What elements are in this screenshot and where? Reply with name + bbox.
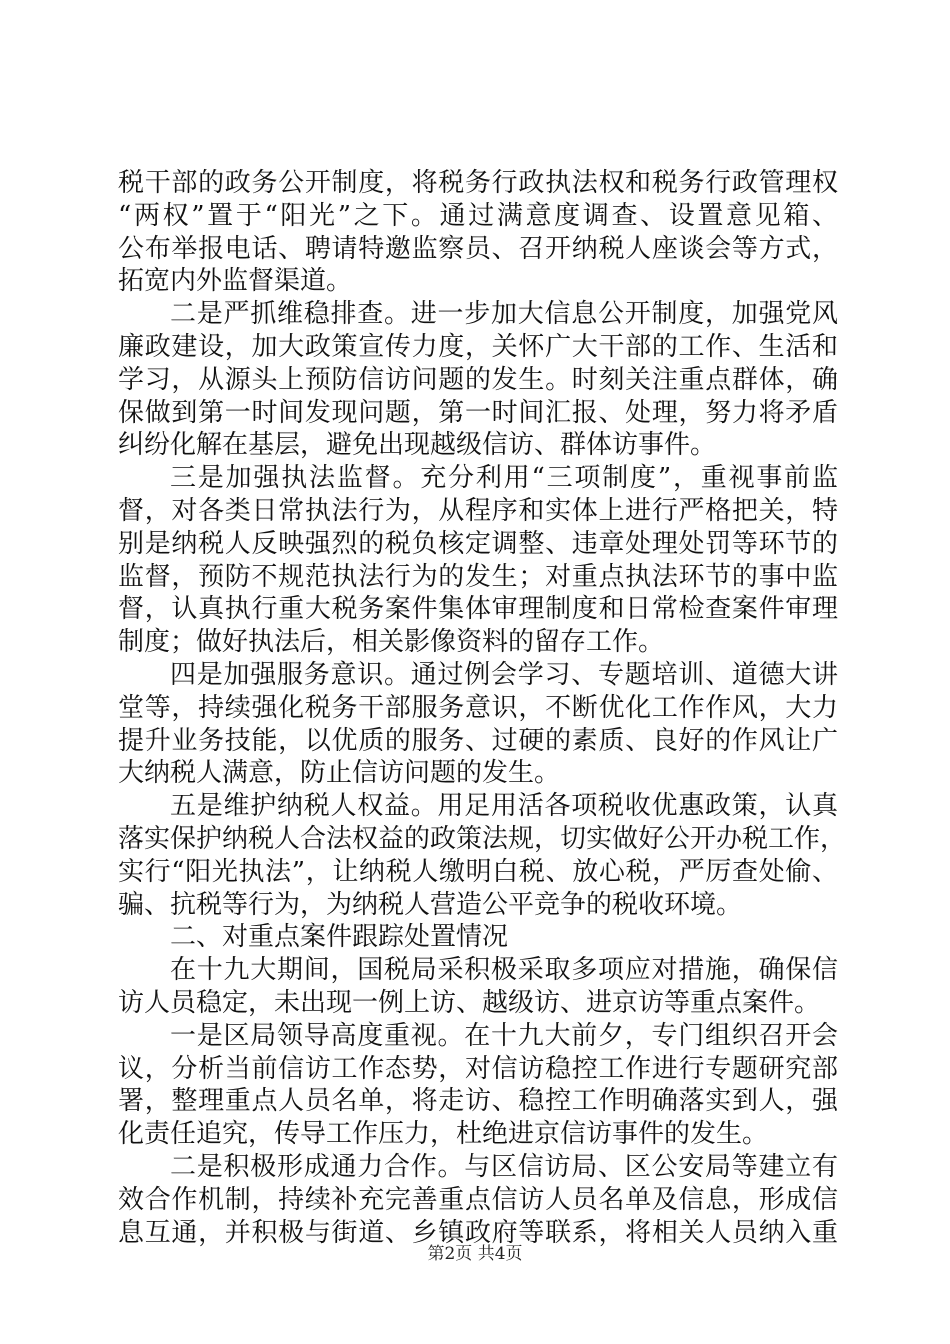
text-line: 学习，从源头上预防信访问题的发生。时刻关注重点群体，确 xyxy=(118,364,838,395)
text-line: 息互通，并积极与街道、乡镇政府等联系，将相关人员纳入重 xyxy=(118,1217,838,1248)
text-line: 在十九大期间，国税局采积极采取多项应对措施，确保信 xyxy=(170,955,838,986)
text-line: 议，分析当前信访工作态势，对信访稳控工作进行专题研究部 xyxy=(118,1053,838,1084)
section-heading: 二、对重点案件跟踪处置情况 xyxy=(170,922,509,953)
text-line: 堂等，持续强化税务干部服务意识，不断优化工作作风，大力 xyxy=(118,692,838,723)
text-line: 骗、抗税等行为，为纳税人营造公平竞争的税收环境。 xyxy=(118,889,743,920)
text-line: 公布举报电话、聘请特邀监察员、召开纳税人座谈会等方式， xyxy=(118,233,838,264)
text-line: 三是加强执法监督。充分利用“三项制度”，重视事前监 xyxy=(170,463,838,494)
text-line: 制度；做好执法后，相关影像资料的留存工作。 xyxy=(118,627,665,658)
text-line: 纠纷化解在基层，避免出现越级信访、群体访事件。 xyxy=(118,430,717,461)
text-line: 效合作机制，持续补充完善重点信访人员名单及信息，形成信 xyxy=(118,1184,838,1215)
text-line: 别是纳税人反映强烈的税负核定调整、违章处理处罚等环节的 xyxy=(118,528,838,559)
document-body xyxy=(118,167,847,1249)
text-line: 保做到第一时间发现问题，第一时间汇报、处理，努力将矛盾 xyxy=(118,397,838,428)
text-line: 监督，预防不规范执法行为的发生；对重点执法环节的事中监 xyxy=(118,561,838,592)
text-line: 二是积极形成通力合作。与区信访局、区公安局等建立有 xyxy=(170,1151,838,1182)
text-line: 督，对各类日常执法行为，从程序和实体上进行严格把关，特 xyxy=(118,495,838,526)
text-line: 督，认真执行重大税务案件集体审理制度和日常检查案件审理 xyxy=(118,594,838,625)
text-line: 五是维护纳税人权益。用足用活各项税收优惠政策，认真 xyxy=(170,791,838,822)
page-number: 第2页 共4页 xyxy=(427,1244,523,1264)
text-line: 访人员稳定，未出现一例上访、越级访、进京访等重点案件。 xyxy=(118,987,821,1018)
text-line: 落实保护纳税人合法权益的政策法规，切实做好公开办税工作， xyxy=(118,823,847,854)
text-line: 署，整理重点人员名单，将走访、稳控工作明确落实到人，强 xyxy=(118,1086,838,1117)
text-line: “两权”置于“阳光”之下。通过满意度调查、设置意见箱、 xyxy=(118,200,838,231)
text-line: 廉政建设，加大政策宣传力度，关怀广大干部的工作、生活和 xyxy=(118,331,838,362)
text-line: 一是区局领导高度重视。在十九大前夕，专门组织召开会 xyxy=(170,1020,838,1051)
text-line: 二是严抓维稳排查。进一步加大信息公开制度，加强党风 xyxy=(170,299,838,330)
text-line: 提升业务技能，以优质的服务、过硬的素质、良好的作风让广 xyxy=(118,725,838,756)
text-line: 四是加强服务意识。通过例会学习、专题培训、道德大讲 xyxy=(170,659,838,690)
text-line: 化责任追究，传导工作压力，杜绝进京信访事件的发生。 xyxy=(118,1119,769,1150)
text-line: 实行“阳光执法”，让纳税人缴明白税、放心税，严厉查处偷、 xyxy=(118,856,838,887)
text-line: 大纳税人满意，防止信访问题的发生。 xyxy=(118,758,561,789)
text-line: 税干部的政务公开制度，将税务行政执法权和税务行政管理权 xyxy=(118,168,838,198)
text-line: 拓宽内外监督渠道。 xyxy=(118,266,353,297)
